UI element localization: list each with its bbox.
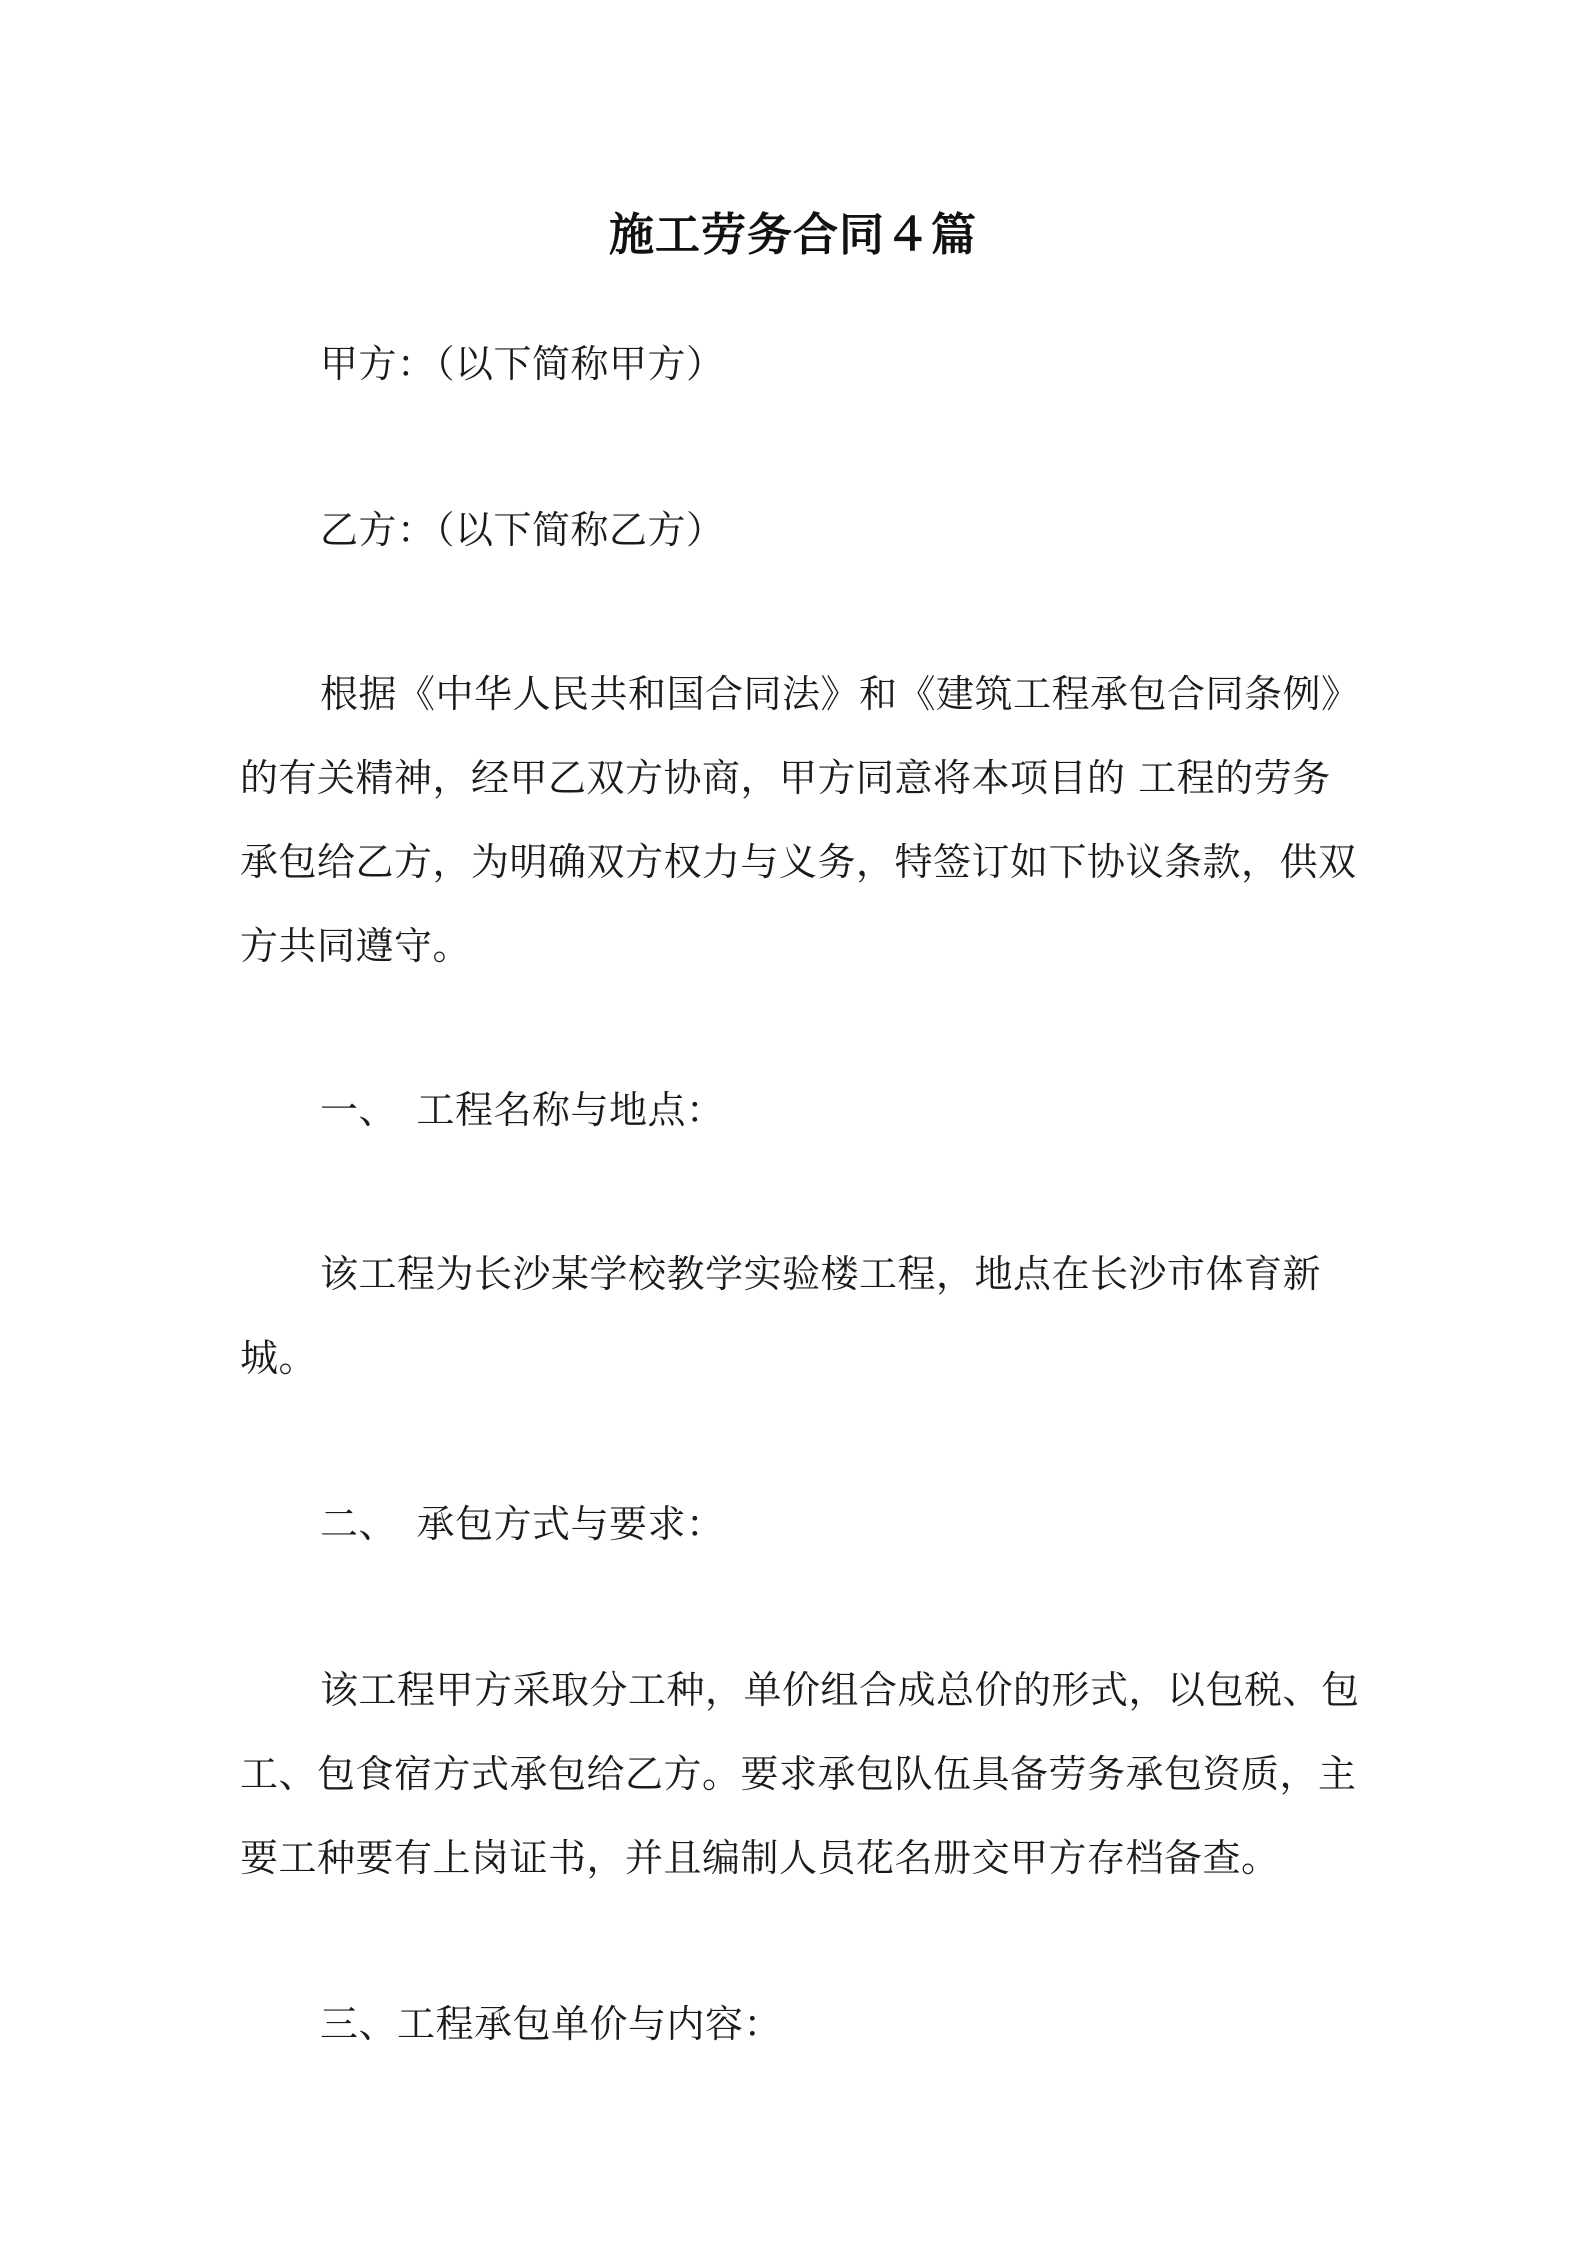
section-1-heading: 一、 工程名称与地点： xyxy=(320,1088,725,1132)
section-2-heading: 二、 承包方式与要求： xyxy=(320,1502,725,1546)
party-b-line: 乙方：（以下简称乙方） xyxy=(320,508,725,552)
preamble-paragraph: 根据《中华人民共和国合同法》和《建筑工程承包合同条例》的有关精神，经甲乙双方协商，甲方同意将本项目的 工程的劳务承包给乙方，为明确双方权力与义务，特签订如下协议条款，供双方共同遵守。 xyxy=(240,672,1360,968)
section-1-body: 该工程为长沙某学校教学实验楼工程，地点在长沙市体育新城。 xyxy=(240,1252,1322,1380)
section-3-heading: 三、工程承包单价与内容： xyxy=(320,2002,783,2046)
section-2-body: 该工程甲方采取分工种，单价组合成总价的形式，以包税、包工、包食宿方式承包给乙方。要求承包队伍具备劳务承包资质，主要工种要有上岗证书，并且编制人员花名册交甲方存档备查。 xyxy=(240,1668,1360,1880)
party-a-line: 甲方：（以下简称甲方） xyxy=(320,342,725,386)
document-title: 施工劳务合同４篇 xyxy=(608,208,977,261)
